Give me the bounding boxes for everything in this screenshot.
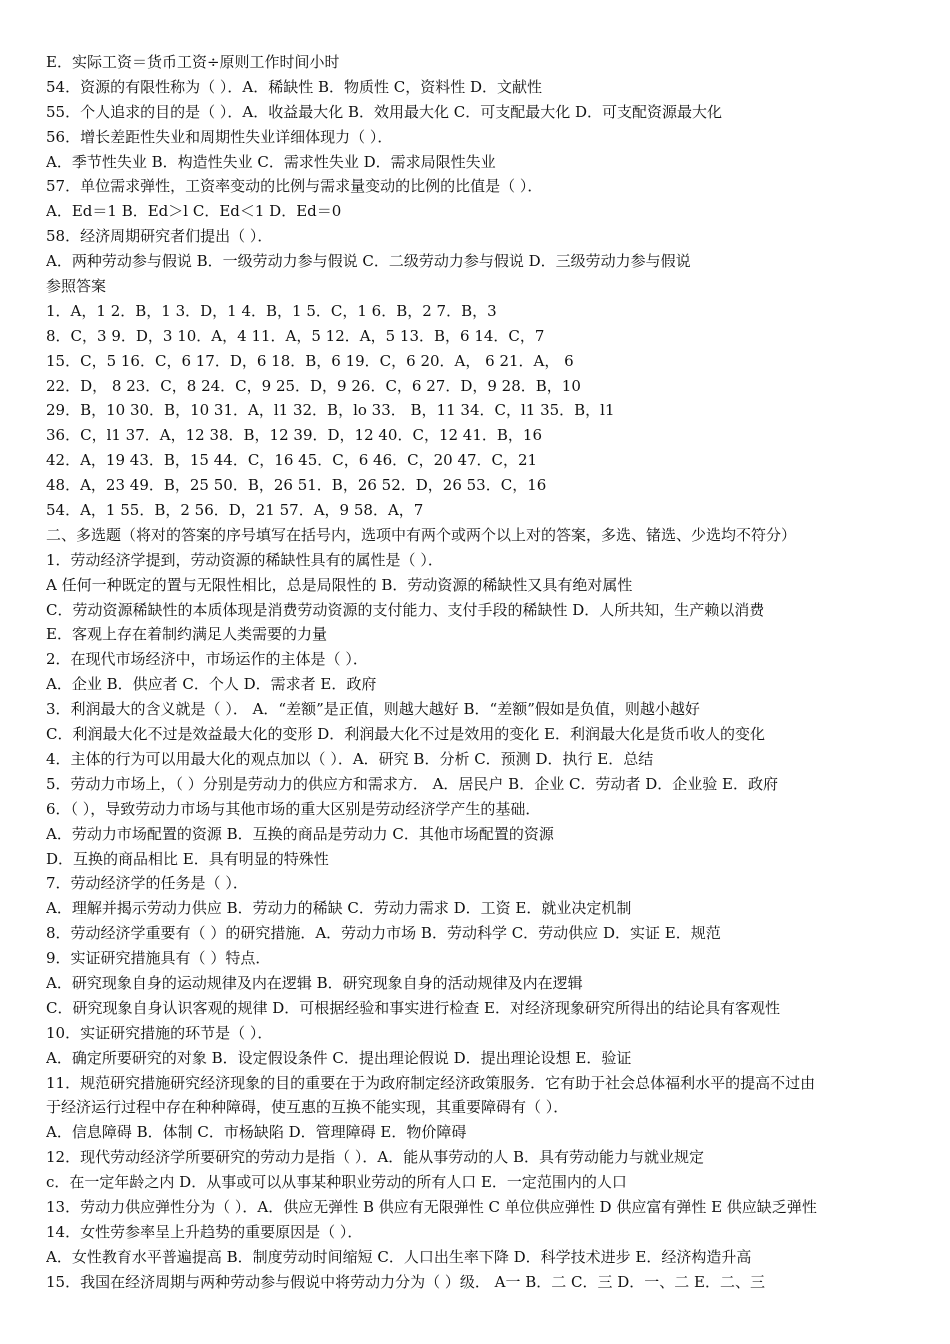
answer-key-line: 15．C，5 16．C，6 17．D，6 18．B，6 19．C，6 20．A， 6 21．A， 6	[46, 351, 574, 370]
text-line: D．互换的商品相比 E．具有明显的特殊性	[46, 849, 329, 868]
text-line: E．客观上存在着制约满足人类需要的力量	[46, 625, 327, 644]
text-line: 3．利润最大的含义就是（ ）． A．“差额”是正值，则越大越好 B．“差额”假如是负值，则越小越好	[46, 700, 700, 719]
text-line: E．实际工资＝货币工资÷原则工作时间小时	[46, 53, 340, 71]
text-line: 7．劳动经济学的任务是（ ）．	[46, 874, 248, 893]
answer-key-line: 42．A，19 43．B，15 44．C，16 45．C，6 46．C，20 47．C，21	[46, 451, 538, 470]
text-line: A．企业 B．供应者 C．个人 D．需求者 E．政府	[46, 675, 377, 694]
text-line: 10．实证研究措施的环节是（ ）．	[46, 1023, 273, 1042]
answer-key-line: 8．C，3 9．D，3 10．A，4 11．A，5 12．A，5 13．B，6 14．C，7	[46, 326, 545, 345]
section-heading-answers: 参照答案	[46, 277, 107, 296]
text-line: 15．我国在经济周期与两种劳动参与假说中将劳动力分为（ ）级． A一 B．二 C．三 D．一、二 E．二、三	[46, 1272, 766, 1291]
text-line: A．季节性失业 B．构造性失业 C．需求性失业 D．需求局限性失业	[46, 152, 496, 171]
answer-key-line: 29．B，10 30．B，10 31．A，l1 32．B，lo 33． B，11 34．C，l1 35．B，l1	[46, 401, 615, 420]
text-line: 于经济运行过程中存在种种障碍，使互惠的互换不能实现，其重要障碍有（ ）．	[46, 1098, 569, 1117]
text-line: 56．增长差距性失业和周期性失业详细体现力（ ）．	[46, 127, 393, 146]
text-line: A．理解并揭示劳动力供应 B．劳动力的稀缺 C．劳动力需求 D．工资 E．就业决定机制	[46, 899, 632, 918]
text-line: A．两种劳动参与假说 B．一级劳动力参与假说 C．二级劳动力参与假说 D．三级劳动力参与假说	[46, 252, 691, 271]
text-line: 2．在现代市场经济中，市场运作的主体是（ ）．	[46, 650, 368, 669]
text-line: 54．资源的有限性称为（ ）．A．稀缺性 B．物质性 C，资料性 D．文献性	[46, 77, 543, 96]
text-line: A．信息障碍 B．体制 C．市杨缺陷 D．管理障碍 E．物价障碍	[46, 1123, 467, 1142]
text-line: C．利润最大化不过是效益最大化的变形 D．利润最大化不过是效用的变化 E．利润最大化是货币收人的变化	[46, 725, 765, 744]
text-line: 5．劳动力市场上，（ ）分别是劳动力的供应方和需求方． A．居民户 B．企业 C．劳动者 D．企业验 E．政府	[46, 774, 778, 793]
answer-key-line: 54．A，1 55．B，2 56．D，21 57．A，9 58．A，7	[46, 501, 424, 520]
text-line: 11．规范研究措施研究经济现象的目的重要在于为政府制定经济政策服务．它有助于社会总体福利水平的提高不过由	[46, 1073, 816, 1092]
text-line: 12．现代劳动经济学所要研究的劳动力是指（ ）．A．能从事劳动的人 B．具有劳动能力与就业规定	[46, 1148, 704, 1167]
text-line: 8．劳动经济学重要有（ ）的研究措施．A．劳动力市场 B．劳动科学 C．劳动供应 D．实证 E．规范	[46, 924, 721, 943]
text-line: 14．女性劳参率呈上升趋势的重要原因是（ ）．	[46, 1222, 363, 1241]
section-heading-multiple-choice: 二、多选题（将对的答案的序号填写在括号内，选项中有两个或两个以上对的答案，多选、锗选、少选均不符分）	[46, 525, 797, 544]
text-line: A．研究现象自身的运动规律及内在逻辑 B．研究现象自身的活动规律及内在逻辑	[46, 973, 583, 992]
answer-key-line: 48．A，23 49．B，25 50．B，26 51．B，26 52．D，26 53．C，16	[46, 476, 547, 495]
text-line: C．研究现象自身认识客观的规律 D．可根据经验和事实进行检查 E．对经济现象研究所得出的结论具有客观性	[46, 998, 780, 1017]
text-line: 58．经济周期研究者们提出（ ）．	[46, 227, 273, 246]
answer-key-line: 1．A，1 2．B，1 3．D，1 4．B，1 5．C，1 6．B，2 7．B，3	[46, 301, 497, 320]
text-line: 55．个人追求的目的是（ ）．A．收益最大化 B．效用最大化 C．可支配最大化 D．可支配资源最大化	[46, 102, 723, 121]
text-line: C．劳动资源稀缺性的本质体现是消费劳动资源的支付能力、支付手段的稀缺性 D．人所共知，生产赖以消费	[46, 600, 765, 619]
answer-key-line: 36．C，l1 37．A，12 38．B，12 39．D，12 40．C，12 41．B，16	[46, 426, 542, 445]
text-line: 6．（ ），导致劳动力市场与其他市场的重大区别是劳动经济学产生的基础．	[46, 799, 541, 818]
text-line: A．女性教育水平普遍提高 B．制度劳动时间缩短 C．人口出生率下降 D．科学技术进步 E．经济构造升高	[46, 1247, 752, 1266]
text-line: A．确定所要研究的对象 B．设定假设条件 C．提出理论假说 D．提出理论设想 E．验证	[46, 1048, 632, 1067]
text-line: A．Ed＝1 B．Ed＞l C．Ed＜1 D．Ed＝0	[46, 202, 342, 221]
text-line: 1．劳动经济学提到，劳动资源的稀缺性具有的属性是（ ）．	[46, 550, 443, 569]
text-line: c．在一定年龄之内 D．从事或可以从事某种职业劳动的所有人口 E．一定范围内的人口	[46, 1173, 627, 1192]
text-line: 57．单位需求弹性，工资率变动的比例与需求量变动的比例的比值是（ ）．	[46, 177, 543, 196]
text-line: 13．劳动力供应弹性分为（ ）．A．供应无弹性 B 供应有无限弹性 C 单位供应弹性 D 供应富有弹性 E 供应缺乏弹性	[46, 1197, 817, 1216]
text-line: 9．实证研究措施具有（ ）特点．	[46, 949, 271, 968]
text-line: A．劳动力市场配置的资源 B．互换的商品是劳动力 C．其他市场配置的资源	[46, 824, 554, 843]
answer-key-line: 22．D， 8 23．C，8 24．C，9 25．D，9 26．C，6 27．D，9 28．B，10	[46, 376, 581, 395]
text-line: A 任何一种既定的置与无限性相比，总是局限性的 B．劳动资源的稀缺性又具有绝对属性	[46, 575, 633, 594]
text-line: 4．主体的行为可以用最大化的观点加以（ ）．A．研究 B．分析 C．预测 D．执行 E．总结	[46, 749, 654, 768]
